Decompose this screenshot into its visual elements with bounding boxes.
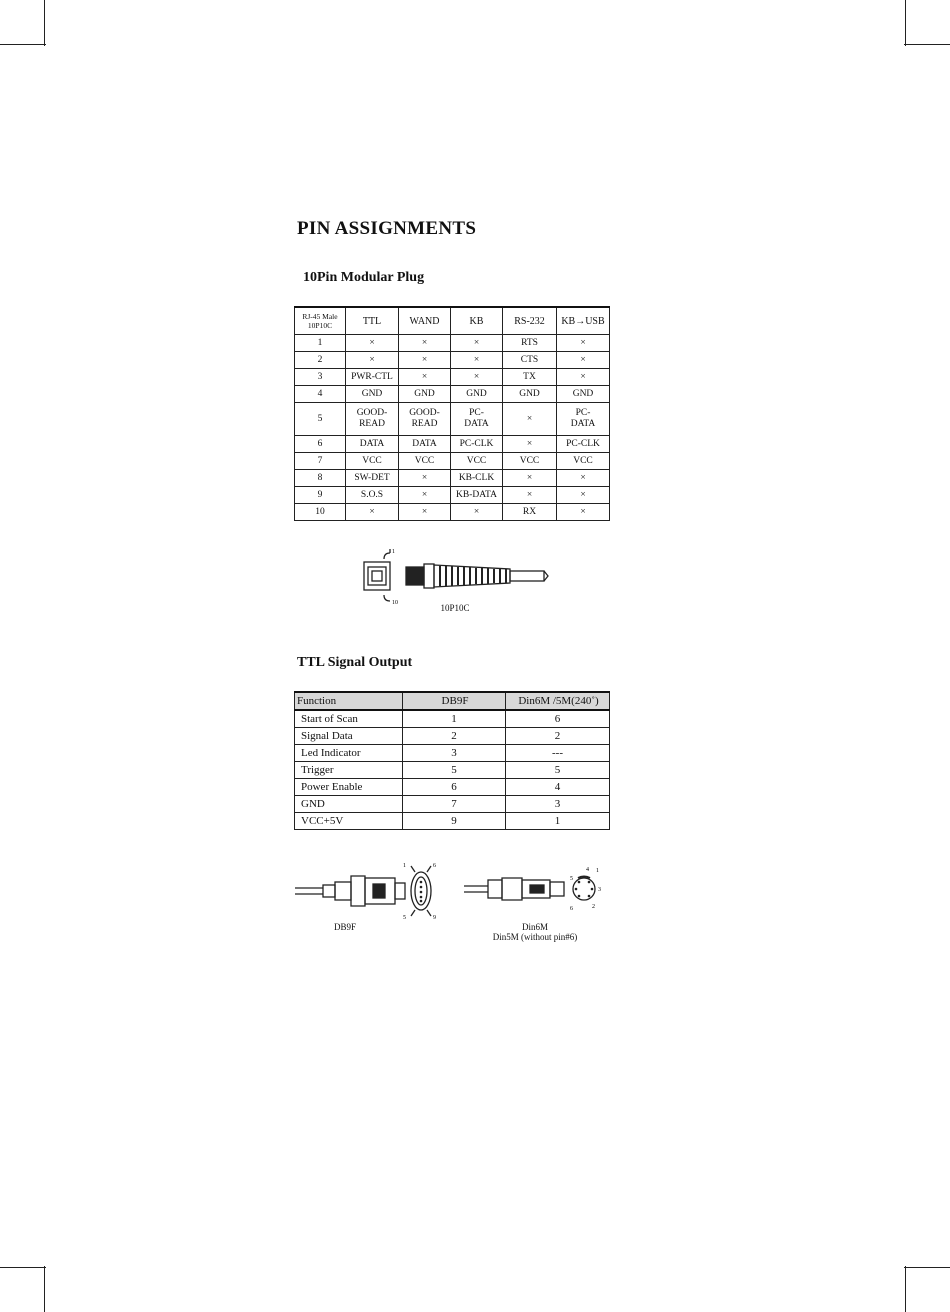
modular-plug-diagram	[360, 545, 555, 607]
table-cell: VCC	[557, 453, 610, 470]
table-cell: GOOD- READ	[346, 403, 399, 436]
table-cell: PWR-CTL	[346, 369, 399, 386]
table-cell: PC- DATA	[557, 403, 610, 436]
header-cell: DB9F	[403, 692, 506, 710]
table-cell: ×	[557, 335, 610, 352]
table-row	[295, 728, 610, 745]
table-row	[295, 504, 610, 521]
pin-number-cell: 8	[295, 470, 346, 487]
din-pin-label: 6	[570, 906, 573, 912]
header-first-line2: 10P10C	[307, 321, 333, 330]
din6m-connector-diagram	[462, 864, 608, 918]
table-cell: ×	[399, 369, 451, 386]
table-cell: 5	[403, 762, 506, 779]
db9f-connector-diagram	[293, 858, 443, 922]
din-caption	[460, 922, 610, 942]
table-row	[295, 779, 610, 796]
table-row	[295, 403, 610, 436]
table-cell: TX	[503, 369, 557, 386]
table-cell: GOOD- READ	[399, 403, 451, 436]
table-cell: GND	[503, 386, 557, 403]
table-cell: PC-CLK	[557, 436, 610, 453]
table-cell: S.O.S	[346, 487, 399, 504]
table-cell: DATA	[346, 436, 399, 453]
header-cell: KB→USB	[557, 307, 610, 335]
pin-number-cell: 7	[295, 453, 346, 470]
table-cell: ×	[503, 487, 557, 504]
crop-mark	[0, 44, 46, 45]
section-title-ttl-signal: TTL Signal Output	[297, 655, 413, 670]
function-cell: Signal Data	[295, 728, 403, 745]
table-cell: ×	[557, 352, 610, 369]
crop-mark	[44, 1266, 45, 1312]
table-cell: VCC	[503, 453, 557, 470]
pin-assignment-table	[294, 306, 610, 521]
crop-mark	[905, 0, 906, 46]
table-cell: PC-CLK	[451, 436, 503, 453]
table-header-row	[295, 307, 610, 335]
section-title-modular-plug: 10Pin Modular Plug	[303, 270, 425, 285]
din-pin-label: 5	[570, 876, 573, 882]
db9-pin-label: 1	[403, 863, 406, 869]
function-cell: VCC+5V	[295, 813, 403, 830]
din-pin-label: 4	[586, 867, 589, 873]
pin-number-cell: 6	[295, 436, 346, 453]
pin-number-cell: 4	[295, 386, 346, 403]
table-cell: GND	[557, 386, 610, 403]
db9-pin-label: 9	[433, 915, 436, 921]
table-cell: KB-DATA	[451, 487, 503, 504]
table-cell: ---	[506, 745, 610, 762]
header-cell: Din6M /5M(240˚)	[506, 692, 610, 710]
ttl-signal-table	[294, 691, 610, 830]
function-cell: Power Enable	[295, 779, 403, 796]
table-cell: DATA	[399, 436, 451, 453]
table-row	[295, 813, 610, 830]
pin-number-cell: 3	[295, 369, 346, 386]
crop-mark	[905, 1266, 906, 1312]
din-caption-line1: Din6M	[521, 922, 548, 932]
table-cell: RTS	[503, 335, 557, 352]
table-cell: VCC	[451, 453, 503, 470]
table-cell: KB-CLK	[451, 470, 503, 487]
pin-number-cell: 9	[295, 487, 346, 504]
table-row	[295, 335, 610, 352]
header-first-line1: RJ-45 Male	[302, 312, 338, 321]
header-cell: KB	[451, 307, 503, 335]
function-cell: Start of Scan	[295, 710, 403, 728]
table-row	[295, 386, 610, 403]
table-cell: ×	[451, 369, 503, 386]
table-row	[295, 487, 610, 504]
page-title: PIN ASSIGNMENTS	[297, 218, 477, 239]
table-row	[295, 745, 610, 762]
pin-number-cell: 1	[295, 335, 346, 352]
table-cell: ×	[557, 470, 610, 487]
table-cell: 2	[506, 728, 610, 745]
din-pin-label: 1	[596, 868, 599, 874]
table-cell: 6	[506, 710, 610, 728]
table-cell: VCC	[399, 453, 451, 470]
table-row	[295, 453, 610, 470]
table-cell: 1	[403, 710, 506, 728]
table-cell: 2	[403, 728, 506, 745]
pin-number-cell: 5	[295, 403, 346, 436]
table-cell: RX	[503, 504, 557, 521]
table-cell: ×	[399, 335, 451, 352]
table-cell: 4	[506, 779, 610, 796]
table-cell: ×	[346, 504, 399, 521]
table-cell: 3	[506, 796, 610, 813]
table-row	[295, 796, 610, 813]
table-cell: VCC	[346, 453, 399, 470]
header-cell: WAND	[399, 307, 451, 335]
table-cell: 6	[403, 779, 506, 796]
table-cell: ×	[451, 504, 503, 521]
din-pin-label: 2	[592, 904, 595, 910]
table-header-row	[295, 692, 610, 710]
table-row	[295, 369, 610, 386]
table-cell: ×	[557, 487, 610, 504]
table-cell: 9	[403, 813, 506, 830]
db9-pin-label: 6	[433, 863, 436, 869]
table-cell: ×	[399, 470, 451, 487]
crop-mark	[904, 44, 950, 45]
table-cell: ×	[399, 487, 451, 504]
table-cell: CTS	[503, 352, 557, 369]
table-row	[295, 710, 610, 728]
header-cell	[295, 307, 346, 335]
db9-caption: DB9F	[333, 922, 356, 932]
table-row	[295, 436, 610, 453]
table-cell: GND	[399, 386, 451, 403]
table-cell: ×	[451, 335, 503, 352]
table-cell: PC- DATA	[451, 403, 503, 436]
table-cell: 3	[403, 745, 506, 762]
table-cell: ×	[451, 352, 503, 369]
function-cell: Trigger	[295, 762, 403, 779]
table-cell: 1	[506, 813, 610, 830]
table-cell: ×	[557, 369, 610, 386]
table-cell: 5	[506, 762, 610, 779]
table-cell: ×	[503, 403, 557, 436]
table-row	[295, 352, 610, 369]
function-cell: GND	[295, 796, 403, 813]
plug-pin-label-bottom: 10	[392, 600, 398, 606]
table-cell: GND	[451, 386, 503, 403]
table-cell: ×	[346, 352, 399, 369]
table-row	[295, 470, 610, 487]
pin-number-cell: 2	[295, 352, 346, 369]
table-cell: ×	[503, 436, 557, 453]
function-cell: Led Indicator	[295, 745, 403, 762]
table-cell: GND	[346, 386, 399, 403]
table-cell: 7	[403, 796, 506, 813]
crop-mark	[44, 0, 45, 46]
table-cell: ×	[503, 470, 557, 487]
header-cell: Function	[295, 692, 403, 710]
din-pin-label: 3	[598, 887, 601, 893]
plug-caption: 10P10C	[440, 603, 470, 613]
table-cell: ×	[557, 504, 610, 521]
header-cell: RS-232	[503, 307, 557, 335]
header-cell: TTL	[346, 307, 399, 335]
table-cell: ×	[399, 352, 451, 369]
din-caption-line2: Din5M (without pin#6)	[492, 932, 578, 942]
crop-mark	[0, 1267, 46, 1268]
table-cell: ×	[346, 335, 399, 352]
table-cell: ×	[399, 504, 451, 521]
table-cell: SW-DET	[346, 470, 399, 487]
db9-pin-label: 5	[403, 915, 406, 921]
crop-mark	[904, 1267, 950, 1268]
table-row	[295, 762, 610, 779]
plug-pin-label-top: 1	[392, 549, 395, 555]
pin-number-cell: 10	[295, 504, 346, 521]
